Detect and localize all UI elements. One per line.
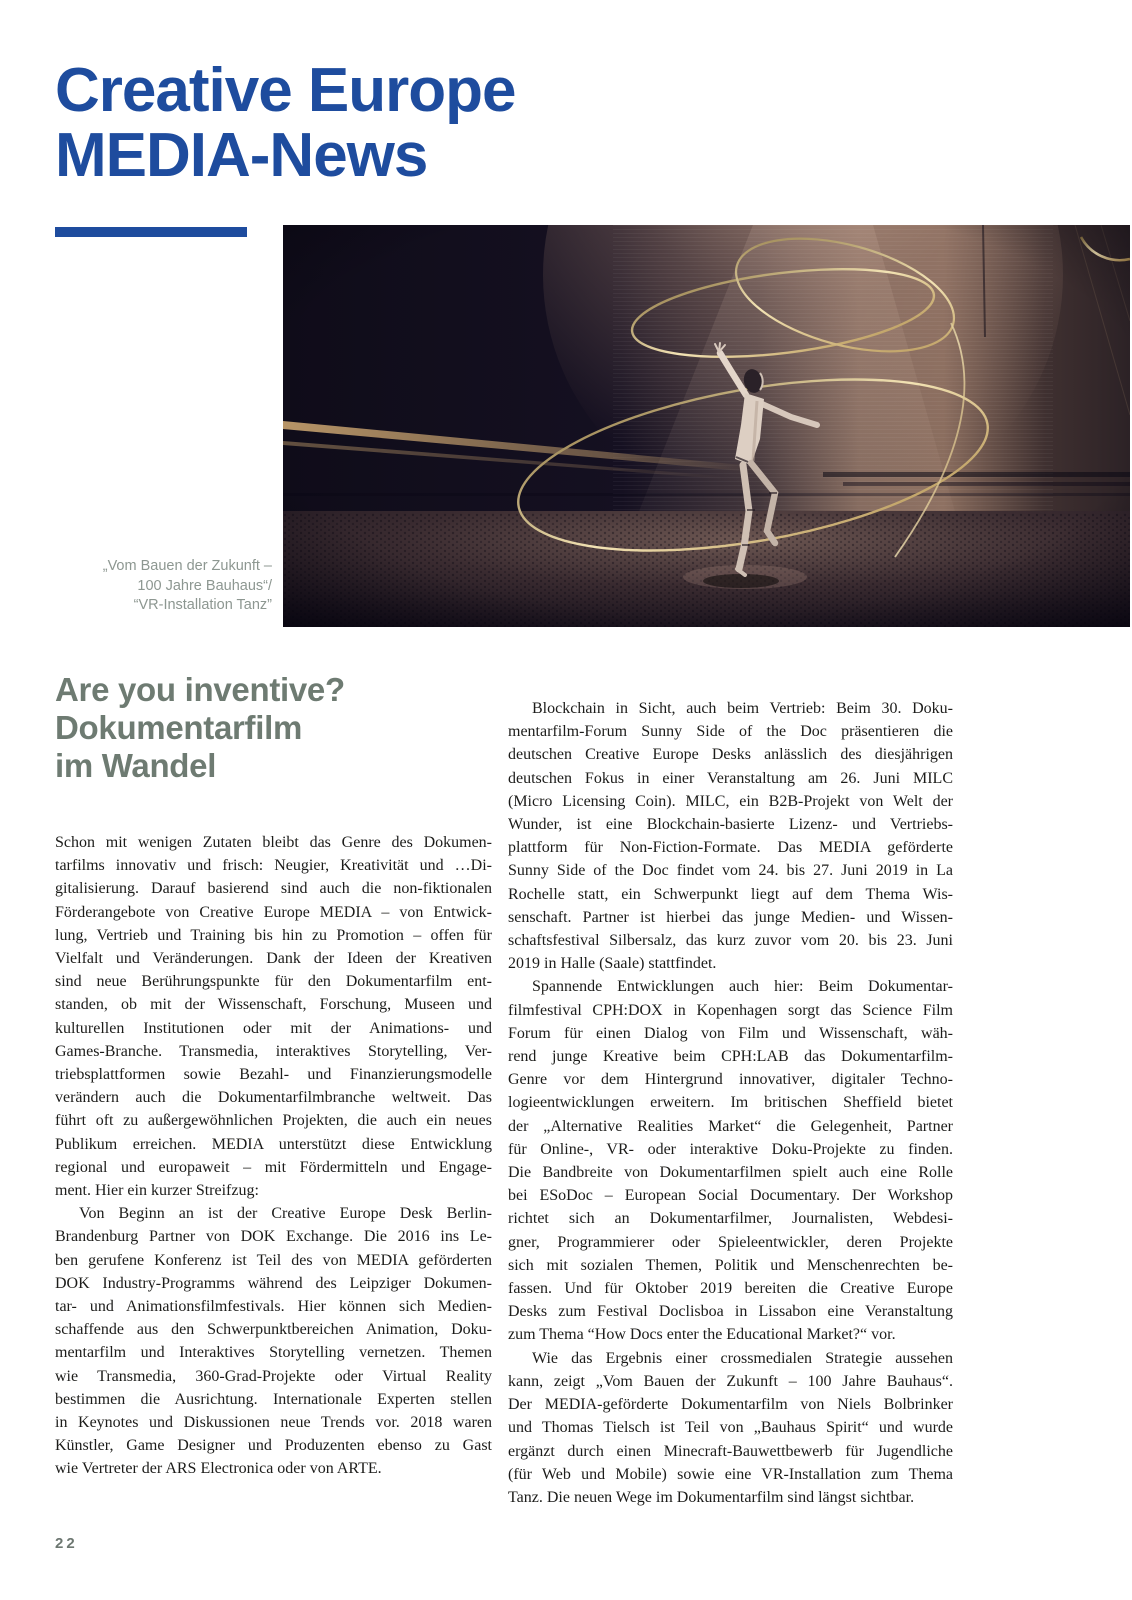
body-line: deutschen Fokus in einer Veranstaltung am 26. Juni MILC: [508, 769, 953, 787]
article-photo: [283, 225, 1130, 627]
body-line: ment. Hier ein kurzer Streifzug:: [55, 1182, 259, 1200]
vr-dancer-illustration: [283, 225, 1130, 627]
body-line: wie Transmedia, 360-Grad-Projekte oder Virtual Reality: [55, 1367, 492, 1385]
body-line: Vielfalt und Veränderungen. Dank der Ideen der Kreativen: [55, 950, 492, 968]
body-line: in Keynotes und Diskussionen neue Trends vor. 2018 waren: [55, 1414, 492, 1432]
body-line: DOK Industry-Programms während des Leipziger Dokumen-: [55, 1274, 492, 1292]
body-line: schaffende aus den Schwerpunktbereichen Animation, Doku-: [55, 1321, 492, 1339]
body-line: Schon mit wenigen Zutaten bleibt das Genre des Dokumen-: [55, 834, 492, 851]
body-line: Die Bandbreite von Dokumentarfilmen spielt auch eine Rolle: [508, 1164, 953, 1182]
body-line: Desks zum Festival Doclisboa in Lissabon eine Veranstaltung: [508, 1303, 953, 1321]
body-line: gner, Programmierer oder Spieleentwickler, deren Projekte: [508, 1233, 953, 1251]
body-line: der „Alternative Realities Market“ die Gelegenheit, Partner: [508, 1117, 953, 1135]
text-line: „Vom Bauen der Zukunft –: [102, 558, 272, 574]
body-line: gitalisierung. Darauf basierend sind auch die non-fiktionalen: [55, 880, 492, 898]
body-line: regional und europaweit – mit Fördermitteln und Engage-: [55, 1158, 492, 1176]
text-line: Creative Europe: [55, 56, 516, 125]
body-line: deutschen Creative Europe Desks anlässlich des diesjährigen: [508, 746, 953, 764]
body-line: ergänzt durch einen Minecraft-Bauwettbewerb für Jugendliche: [508, 1442, 953, 1460]
body-line: mentarfilm-Forum Sunny Side of the Doc präsentieren die: [508, 723, 953, 741]
paragraph: [508, 697, 953, 975]
body-line: Förderangebote von Creative Europe MEDIA – von Entwick-: [55, 903, 492, 921]
body-line: lung, Vertrieb und Training bis hin zu Promotion – offen für: [55, 926, 492, 944]
body-line: und Thomas Tielsch ist Teil von „Bauhaus Spirit“ und wurde: [508, 1419, 953, 1437]
body-line: (Micro Licensing Coin). MILC, ein B2B-Projekt von Welt der: [508, 792, 953, 810]
body-line: Von Beginn an ist der Creative Europe Desk Berlin-: [79, 1205, 492, 1223]
body-line: schaftsfestival Silbersalz, das kurz zuvor vom 20. bis 23. Juni: [508, 932, 953, 950]
body-line: Forum für einen Dialog von Film und Wissenschaft, wäh-: [508, 1024, 953, 1042]
body-line: Rochelle statt, ein Schwerpunkt liegt auf dem Thema Wis-: [508, 885, 953, 903]
body-line: Künstler, Game Designer und Produzenten ebenso zu Gast: [55, 1437, 492, 1455]
accent-rule: [55, 227, 247, 237]
page-title: [55, 58, 516, 188]
body-line: zum Thema “How Docs enter the Educational Market?“ vor.: [508, 1326, 896, 1344]
text-line: 100 Jahre Bauhaus“/: [137, 577, 272, 594]
body-line: Publikum erreichen. MEDIA unterstützt diese Entwicklung: [55, 1135, 492, 1153]
body-line: Spannende Entwicklungen auch hier: Beim Dokumentar-: [532, 978, 953, 996]
body-line: tarfilms innovativ und frisch: Neugier, Kreativität und …Di-: [55, 857, 492, 875]
text-line: im Wandel: [55, 747, 217, 784]
body-line: für Online-, VR- oder interaktive Doku-Projekte zu finden.: [508, 1140, 953, 1158]
text-line: Are you inventive?: [55, 671, 345, 708]
body-line: senschaft. Partner ist hierbei das junge Medien- und Wissen-: [508, 908, 953, 926]
body-line: kann, zeigt „Vom Bauen der Zukunft – 100 Jahre Bauhaus“.: [508, 1372, 953, 1390]
body-line: rend junge Kreative beim CPH:LAB das Dokumentarfilm-: [508, 1048, 953, 1066]
body-line: ben gerufene Konferenz ist Teil des von MEDIA geförderten: [55, 1251, 492, 1269]
body-line: Wunder, ist eine Blockchain-basierte Lizenz- und Vertriebs-: [508, 816, 953, 834]
body-line: Sunny Side of the Doc findet vom 24. bis 27. Juni 2019 in La: [508, 862, 953, 880]
body-line: Games-Branche. Transmedia, interaktives Storytelling, Ver-: [55, 1042, 492, 1060]
article-heading: [55, 671, 485, 785]
page-number: 22: [55, 1535, 78, 1552]
body-line: Der MEDIA-geförderte Dokumentarfilm von Niels Bolbrinker: [508, 1396, 953, 1414]
paragraph: [55, 831, 492, 1202]
body-line: wie Vertreter der ARS Electronica oder von ARTE.: [55, 1460, 382, 1478]
body-line: sind neue Berührungspunkte für den Dokumentarfilm ent-: [55, 973, 492, 991]
body-line: logieentwicklungen erweitern. Im britischen Sheffield bietet: [508, 1094, 953, 1112]
photo-caption: [30, 557, 272, 616]
text-line: MEDIA-News: [55, 121, 428, 190]
body-line: bei ESoDoc – European Social Documentary. Der Workshop: [508, 1187, 953, 1205]
paragraph: [508, 1347, 953, 1509]
text-line: “VR-Installation Tanz”: [133, 597, 272, 613]
body-line: plattform für Non-Fiction-Formate. Das MEDIA geförderte: [508, 839, 953, 857]
body-line: führt oft zu außergewöhnlichen Projekten, die auch ein neues: [55, 1112, 492, 1130]
body-line: Wie das Ergebnis einer crossmedialen Strategie aussehen: [532, 1349, 953, 1367]
body-column-right: [508, 697, 953, 1509]
paragraph: [508, 975, 953, 1346]
body-line: triebsplattformen sowie Bezahl- und Finanzierungsmodelle: [55, 1066, 492, 1084]
body-line: verändern auch die Dokumentarfilmbranche weltweit. Das: [55, 1089, 492, 1107]
body-line: richtet sich an Dokumentarfilmer, Journalisten, Webdesi-: [508, 1210, 953, 1228]
body-line: standen, ob mit der Wissenschaft, Forschung, Museen und: [55, 996, 492, 1014]
body-line: 2019 in Halle (Saale) stattfindet.: [508, 955, 717, 973]
body-line: tar- und Animationsfilmfestivals. Hier können sich Medien-: [55, 1298, 492, 1316]
body-line: mentarfilm und Interaktives Storytelling vernetzen. Themen: [55, 1344, 492, 1362]
body-line: fassen. Und für Oktober 2019 bereiten die Creative Europe: [508, 1280, 953, 1298]
body-line: sich mit sozialen Themen, Politik und Menschenrechten be-: [508, 1256, 953, 1274]
body-line: (für Web und Mobile) sowie eine VR-Installation zum Thema: [508, 1465, 953, 1483]
body-line: filmfestival CPH:DOX in Kopenhagen sorgt das Science Film: [508, 1001, 953, 1019]
body-line: Blockchain in Sicht, auch beim Vertrieb: Beim 30. Doku-: [532, 700, 953, 717]
body-column-left: [55, 831, 492, 1481]
body-line: Genre vor dem Hintergrund innovativer, digitaler Techno-: [508, 1071, 953, 1089]
body-line: Tanz. Die neuen Wege im Dokumentarfilm sind längst sichtbar.: [508, 1488, 915, 1506]
body-line: kulturellen Institutionen oder mit der Animations- und: [55, 1019, 492, 1037]
body-line: Brandenburg Partner von DOK Exchange. Die 2016 ins Le-: [55, 1228, 492, 1246]
paragraph: [55, 1202, 492, 1480]
body-line: bestimmen die Ausrichtung. Internationale Experten stellen: [55, 1390, 492, 1408]
text-line: Dokumentarfilm: [55, 709, 303, 746]
